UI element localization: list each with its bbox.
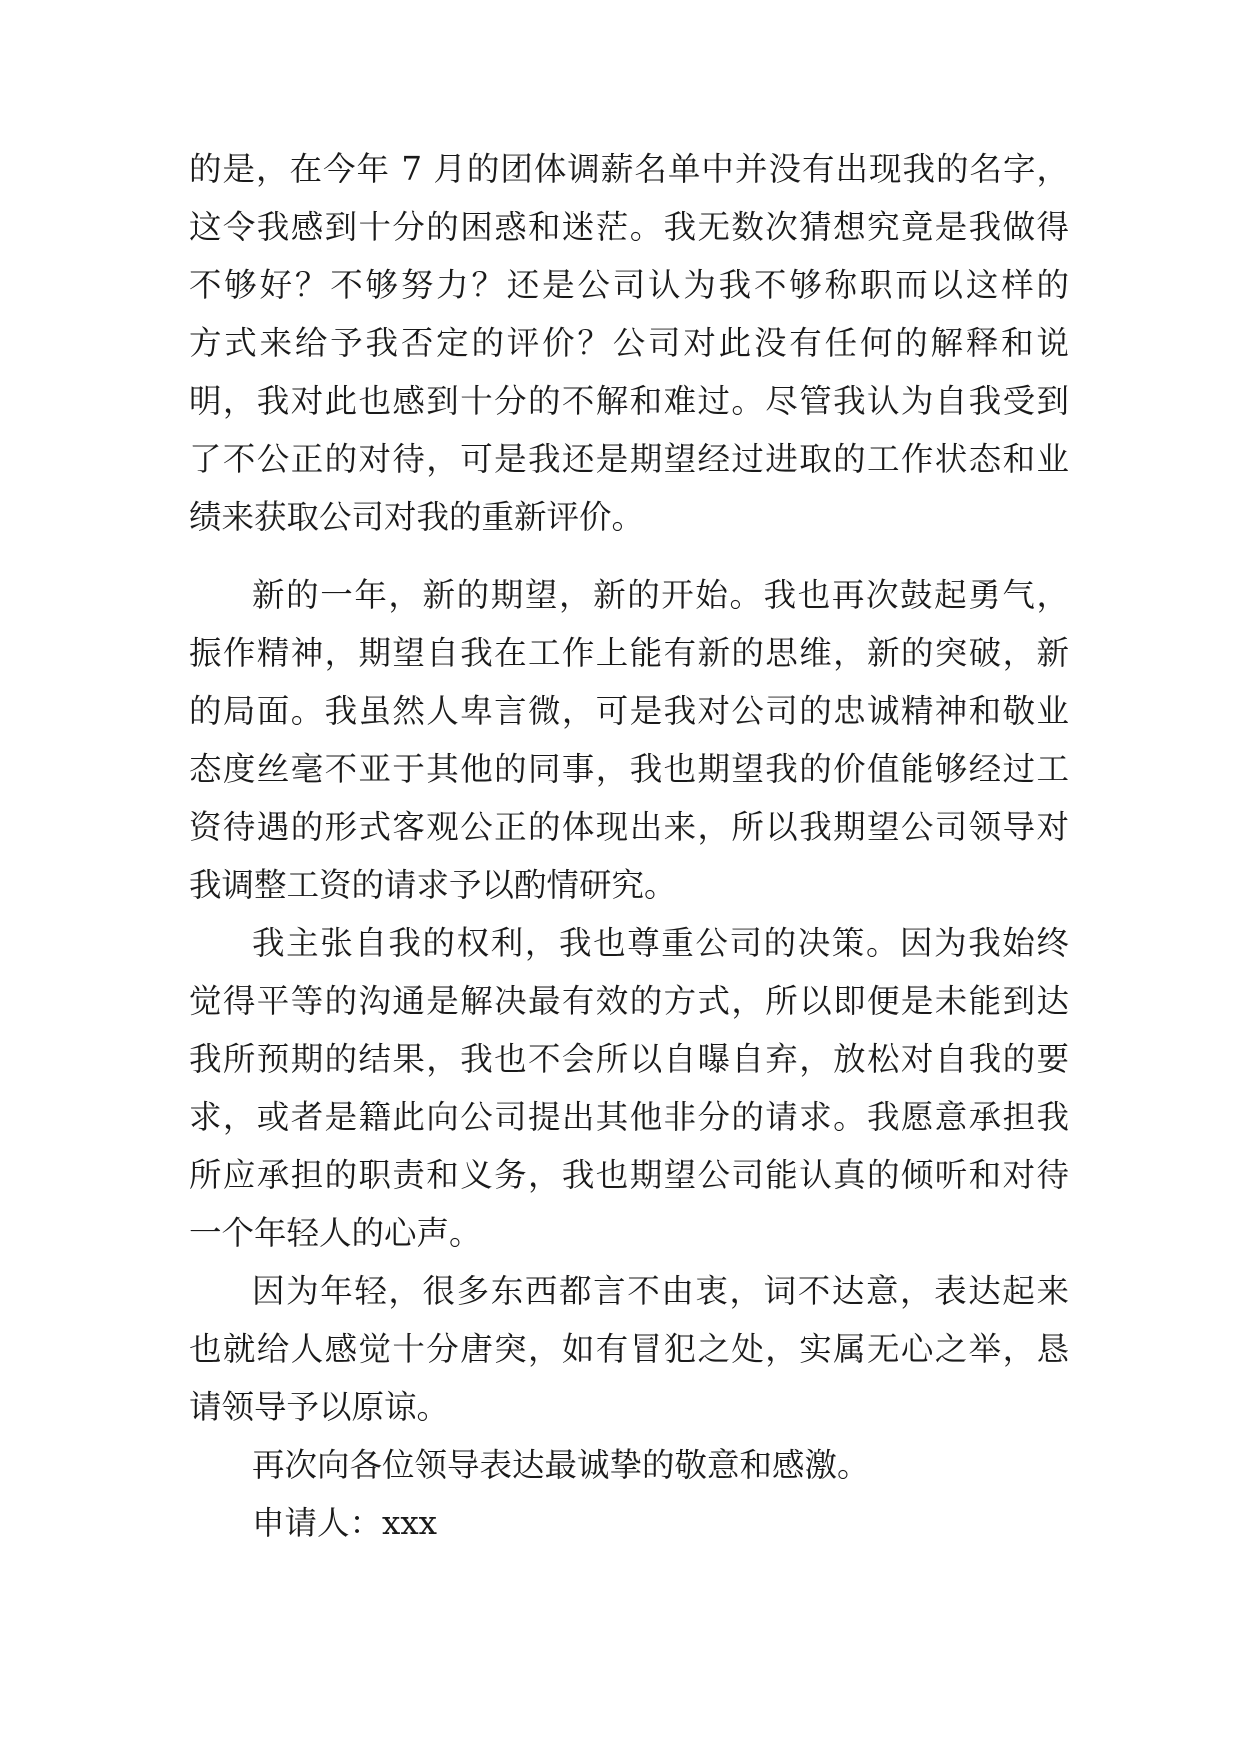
text-line: 态度丝毫不亚于其他的同事，我也期望我的价值能够经过工 [189, 750, 1069, 788]
closing-line: 再次向各位领导表达最诚挚的敬意和感激。 [252, 1446, 870, 1484]
text-line: 的局面。我虽然人卑言微，可是我对公司的忠诚精神和敬业 [189, 692, 1069, 730]
text-line: 明，我对此也感到十分的不解和难过。尽管我认为自我受到 [189, 382, 1069, 420]
paragraph-start-line: 新的一年，新的期望，新的开始。我也再次鼓起勇气， [252, 576, 1069, 614]
text-line: 一个年轻人的心声。 [189, 1214, 482, 1252]
text-line: 求，或者是籍此向公司提出其他非分的请求。我愿意承担我 [189, 1098, 1069, 1136]
text-line: 振作精神，期望自我在工作上能有新的思维，新的突破，新 [189, 634, 1069, 672]
text-line: 请领导予以原谅。 [189, 1388, 450, 1426]
applicant-signature: 申请人：xxx [252, 1504, 437, 1542]
paragraph-start-line: 因为年轻，很多东西都言不由衷，词不达意，表达起来 [252, 1272, 1069, 1310]
text-line: 资待遇的形式客观公正的体现出来，所以我期望公司领导对 [189, 808, 1069, 846]
text-line: 了不公正的对待，可是我还是期望经过进取的工作状态和业 [189, 440, 1069, 478]
text-line: 觉得平等的沟通是解决最有效的方式，所以即便是未能到达 [189, 982, 1069, 1020]
text-line: 绩来获取公司对我的重新评价。 [189, 498, 645, 536]
text-line: 我所预期的结果，我也不会所以自曝自弃，放松对自我的要 [189, 1040, 1069, 1078]
text-line: 的是，在今年 7 月的团体调薪名单中并没有出现我的名字， [189, 150, 1069, 188]
paragraph-start-line: 我主张自我的权利，我也尊重公司的决策。因为我始终 [252, 924, 1069, 962]
text-line: 方式来给予我否定的评价？公司对此没有任何的解释和说 [189, 324, 1069, 362]
text-line: 我调整工资的请求予以酌情研究。 [189, 866, 677, 904]
text-line: 也就给人感觉十分唐突，如有冒犯之处，实属无心之举，恳 [189, 1330, 1069, 1368]
text-line: 不够好？不够努力？还是公司认为我不够称职而以这样的 [189, 266, 1069, 304]
text-line: 所应承担的职责和义务，我也期望公司能认真的倾听和对待 [189, 1156, 1069, 1194]
text-line: 这令我感到十分的困惑和迷茫。我无数次猜想究竟是我做得 [189, 208, 1069, 246]
